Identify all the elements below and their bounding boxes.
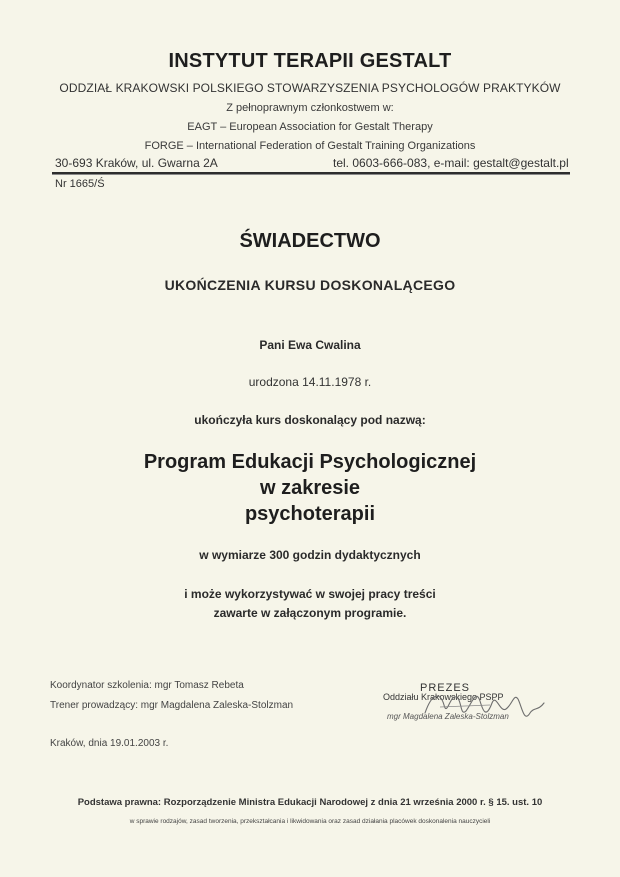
trainer: Trener prowadzący: mgr Magdalena Zaleska-Stolzman xyxy=(50,700,294,711)
program-line-3: psychoterapii xyxy=(244,503,376,525)
contact-info: tel. 0603-666-083, e-mail: gestalt@gestalt.pl xyxy=(333,156,569,170)
handwritten-signature xyxy=(420,683,550,729)
program-line-1: Program Edukacji Psychologicznej xyxy=(143,451,477,473)
birth-date: urodzona 14.11.1978 r. xyxy=(248,375,372,389)
coordinator: Koordynator szkolenia: mgr Tomasz Rebeta xyxy=(50,680,244,691)
course-hours: w wymiarze 300 godzin dydaktycznych xyxy=(199,548,421,562)
certificate-subtitle: UKOŃCZENIA KURSU DOSKONALĄCEGO xyxy=(164,277,456,293)
completed-intro: ukończyła kurs doskonalący pod nazwą: xyxy=(194,413,426,427)
membership-intro: Z pełnoprawnym członkostwem w: xyxy=(226,102,394,114)
address: 30-693 Kraków, ul. Gwarna 2A xyxy=(55,156,218,170)
header-divider-shadow xyxy=(52,174,570,175)
stamp-branch: Oddziału Krakowskiego PSPP xyxy=(383,692,504,702)
institute-name: INSTYTUT TERAPII GESTALT xyxy=(168,50,452,72)
stamp-title: PREZES xyxy=(420,682,471,694)
recipient-name: Pani Ewa Cwalina xyxy=(259,338,361,352)
program-line-2: w zakresie xyxy=(259,477,361,499)
legal-basis: Podstawa prawna: Rozporządzenie Ministra Edukacji Narodowej z dnia 21 września 2000 r. § 15. ust. 10 xyxy=(77,797,543,808)
usage-line-1: i może wykorzystywać w swojej pracy treści xyxy=(184,587,436,601)
stamp-name: mgr Magdalena Zaleska-Stolzman xyxy=(387,712,509,721)
branch-name: ODDZIAŁ KRAKOWSKI POLSKIEGO STOWARZYSZENIA PSYCHOLOGÓW PRAKTYKÓW xyxy=(59,81,561,95)
usage-line-2: zawarte w załączonym programie. xyxy=(213,606,407,620)
certificate-number: Nr 1665/Ś xyxy=(55,178,105,190)
place-date: Kraków, dnia 19.01.2003 r. xyxy=(50,738,169,749)
certificate-title: ŚWIADECTWO xyxy=(239,230,381,252)
membership-forge: FORGE – International Federation of Gestalt Training Organizations xyxy=(144,140,476,152)
legal-note: w sprawie rodzajów, zasad tworzenia, przekształcania i likwidowania oraz zasad działania placówek doskonalenia nauczycieli xyxy=(129,818,491,825)
membership-eagt: EAGT – European Association for Gestalt Therapy xyxy=(187,121,433,133)
